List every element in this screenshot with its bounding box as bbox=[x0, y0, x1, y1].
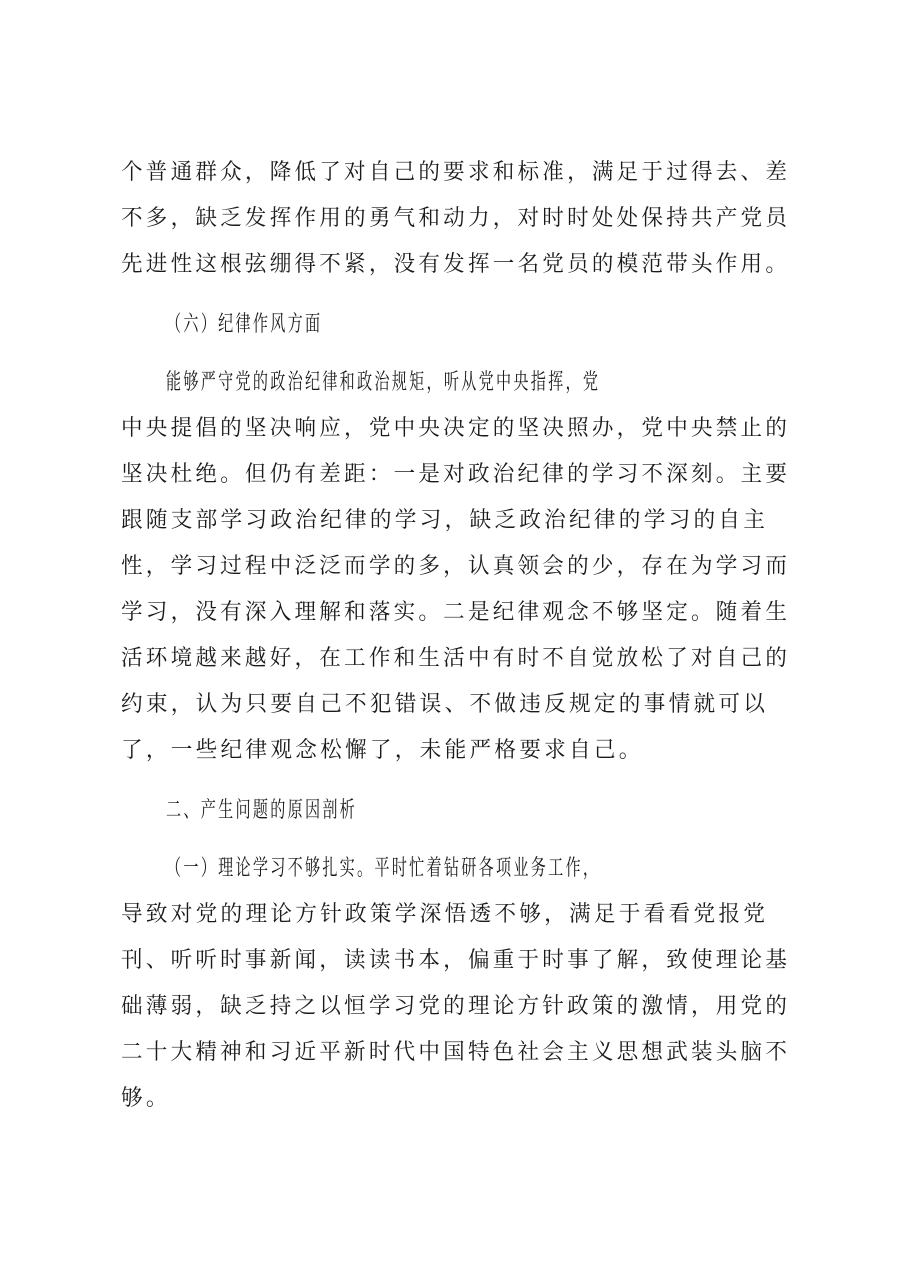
paragraph-line: 导致对党的理论方针政策学深悟透不够，满足于看看党报党 bbox=[121, 902, 769, 927]
paragraph-line: （一）理论学习不够扎实。平时忙着钻研各项业务工作， bbox=[166, 856, 601, 881]
paragraph-line: 活环境越来越好，在工作和生活中有时不自觉放松了对自己的 bbox=[121, 646, 791, 671]
paragraph-line: 个普通群众，降低了对自己的要求和标准，满足于过得去、差 bbox=[121, 160, 791, 185]
paragraph-line: 够。 bbox=[121, 1086, 171, 1111]
section-heading: 二、产生问题的原因剖析 bbox=[166, 798, 358, 823]
paragraph-line: 跟随支部学习政治纪律的学习，缺乏政治纪律的学习的自主 bbox=[121, 508, 769, 533]
paragraph-line: 刊、听听时事新闻，读读书本，偏重于时事了解，致使理论基 bbox=[121, 948, 791, 973]
paragraph-line: 础薄弱，缺乏持之以恒学习党的理论方针政策的激情，用党的 bbox=[121, 994, 791, 1019]
section-heading: （六）纪律作风方面 bbox=[166, 312, 323, 337]
paragraph-line: 不多，缺乏发挥作用的勇气和动力，对时时处处保持共产党员 bbox=[121, 206, 791, 231]
paragraph-line: 约束，认为只要自己不犯错误、不做违反规定的事情就可以 bbox=[121, 692, 769, 717]
paragraph-line: 了，一些纪律观念松懈了，未能严格要求自己。 bbox=[121, 738, 644, 763]
paragraph-line: 先进性这根弦绷得不紧，没有发挥一名党员的模范带头作用。 bbox=[121, 252, 791, 277]
paragraph-line: 性，学习过程中泛泛而学的多，认真领会的少，存在为学习而 bbox=[121, 554, 791, 579]
paragraph-line: 能够严守党的政治纪律和政治规矩，听从党中央指挥，党 bbox=[166, 370, 601, 395]
paragraph-line: 二十大精神和习近平新时代中国特色社会主义思想武装头脑不 bbox=[121, 1040, 791, 1065]
paragraph-line: 学习，没有深入理解和落实。二是纪律观念不够坚定。随着生 bbox=[121, 600, 791, 625]
paragraph-line: 坚决杜绝。但仍有差距：一是对政治纪律的学习不深刻。主要 bbox=[121, 462, 791, 487]
paragraph-line: 中央提倡的坚决响应，党中央决定的坚决照办，党中央禁止的 bbox=[121, 416, 791, 441]
